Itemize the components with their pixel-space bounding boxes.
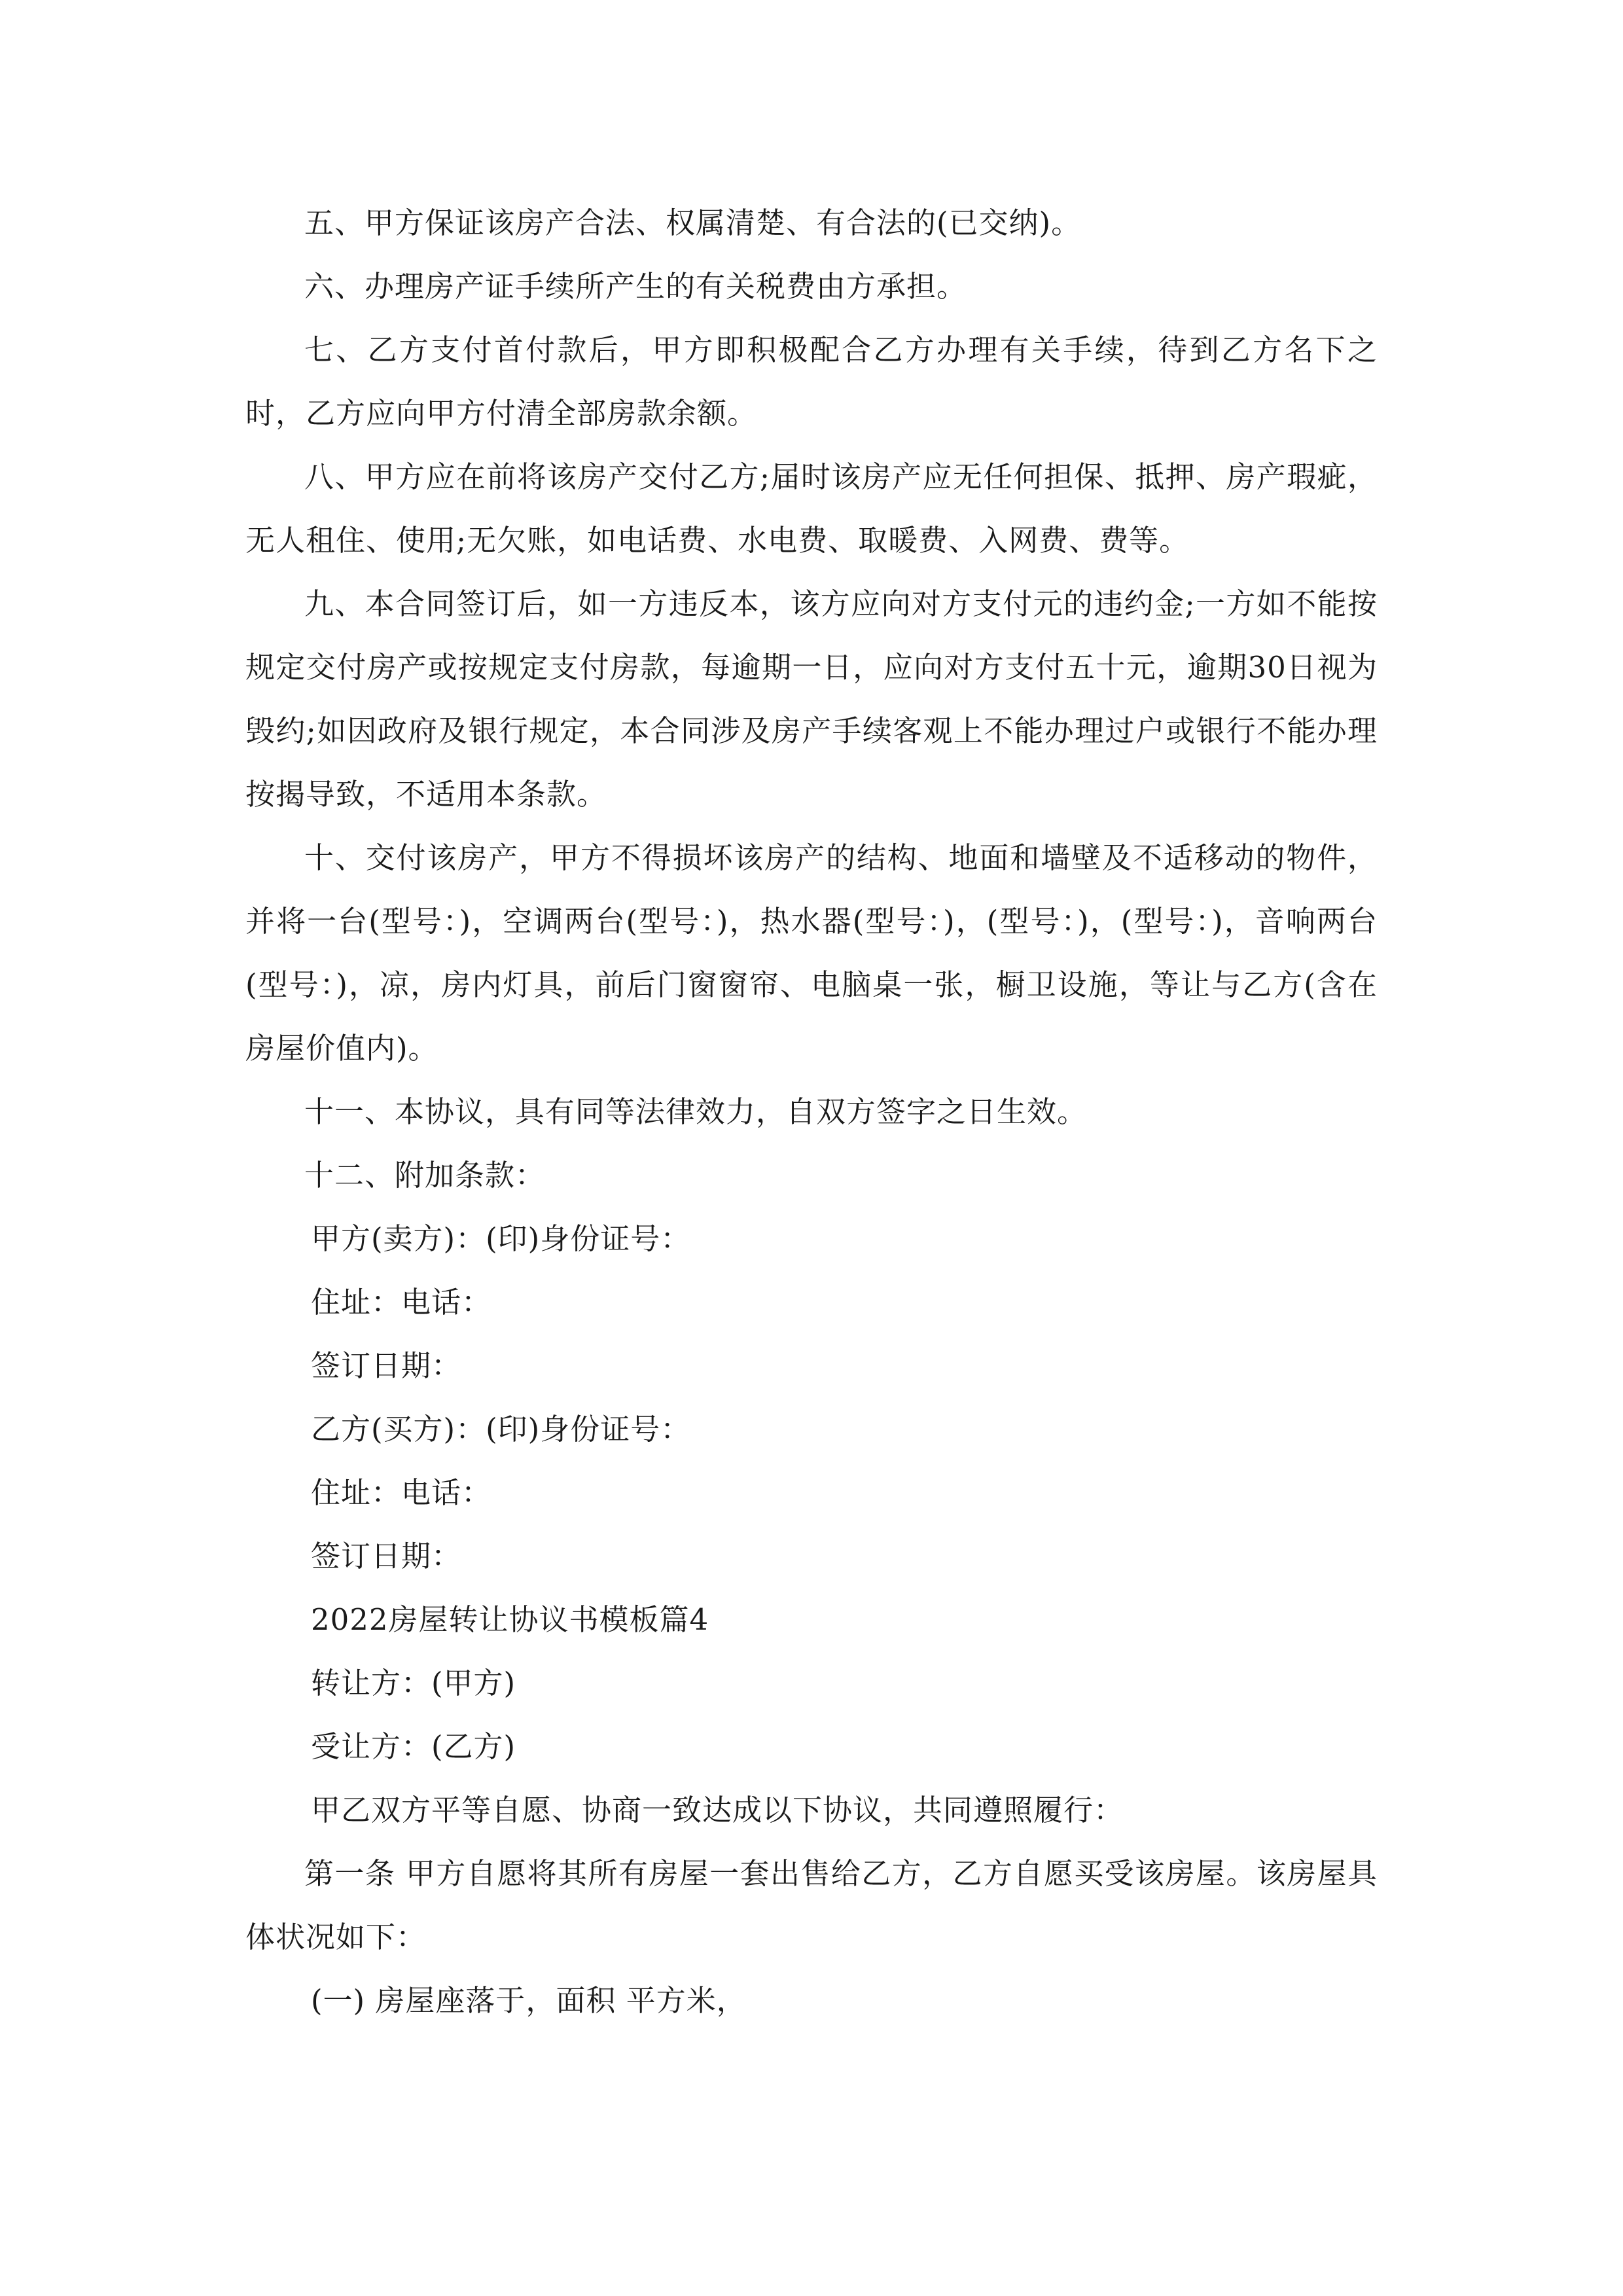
clause-6: 六、办理房产证手续所产生的有关税费由方承担。 [304, 269, 967, 304]
clause-5: 五、甲方保证该房产合法、权属清楚、有合法的(已交纳)。 [304, 206, 1082, 240]
transferor-line: 转让方：(甲方) [311, 1666, 516, 1700]
clause-7: 七、乙方支付首付款后，甲方即积极配合乙方办理有关手续，待到乙方名下之时，乙方应向甲方付清全部房款余额。 [245, 332, 1378, 431]
party-b-address-line: 住址：电话： [311, 1475, 492, 1510]
document-body [245, 191, 1378, 2032]
clause-11: 十一、本协议，具有同等法律效力，自双方签字之日生效。 [304, 1094, 1088, 1129]
clause-9: 九、本合同签订后，如一方违反本，该方应向对方支付元的违约金;一方如不能按规定交付房产或按规定支付房款，每逾期一日，应向对方支付五十元，逾期30日视为毁约;如因政府及银行规定，本合同涉及房产手续客观上不能办理过户或银行不能办理按揭导致，不适用本条款。 [245, 586, 1378, 812]
party-a-date-line: 签订日期： [311, 1348, 462, 1383]
article-1-item-1: (一) 房屋座落于，面积 平方米， [311, 1983, 747, 2018]
agreement-intro: 甲乙双方平等自愿、协商一致达成以下协议，共同遵照履行： [311, 1793, 1124, 1827]
party-b-date-line: 签订日期： [311, 1539, 462, 1573]
clause-10: 十、交付该房产，甲方不得损坏该房产的结构、地面和墙壁及不适移动的物件，并将一台(型号：)，空调两台(型号：)，热水器(型号：)，(型号：)，(型号：)，音响两台(型号：)，凉，房内灯具，前后门窗窗帘、电脑桌一张，橱卫设施，等让与乙方(含在房屋价值内)。 [245, 840, 1378, 1066]
party-a-id-line: 甲方(卖方)：(印)身份证号： [311, 1221, 691, 1256]
clause-8: 八、甲方应在前将该房产交付乙方;届时该房产应无任何担保、抵押、房产瑕疵，无人租住、使用;无欠账，如电话费、水电费、取暖费、入网费、费等。 [245, 459, 1378, 558]
article-1: 第一条 甲方自愿将其所有房屋一套出售给乙方，乙方自愿买受该房屋。该房屋具体状况如下： [245, 1856, 1378, 1954]
clause-12: 十二、附加条款： [304, 1158, 546, 1193]
transferee-line: 受让方：(乙方) [311, 1729, 516, 1764]
party-b-id-line: 乙方(买方)：(印)身份证号： [311, 1412, 691, 1446]
party-a-address-line: 住址：电话： [311, 1285, 492, 1319]
section-heading: 2022房屋转让协议书模板篇4 [311, 1602, 709, 1637]
